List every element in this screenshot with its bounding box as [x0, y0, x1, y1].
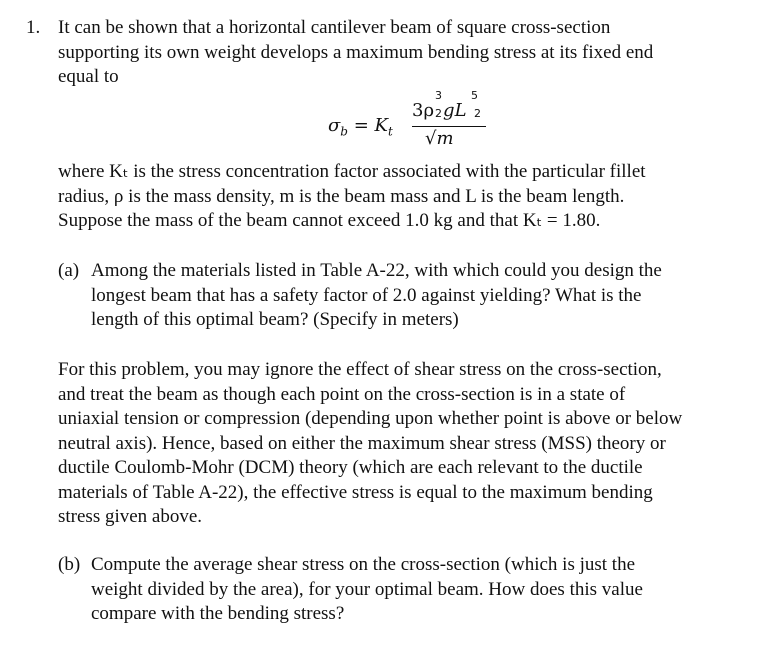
- problem-number: 1.: [26, 17, 41, 38]
- text-line: and treat the beam as though each point on the cross-section is in a state of: [58, 383, 626, 405]
- rho-exponent-top: 3: [435, 89, 442, 102]
- square-root-symbol: √: [425, 128, 437, 149]
- text-line: It can be shown that a horizontal cantilever beam of square cross-section: [58, 17, 611, 38]
- text-line: uniaxial tension or compression (depending upon whether point is above or below: [58, 408, 683, 429]
- k-subscript: t: [388, 124, 393, 139]
- definitions-paragraph: [58, 160, 646, 234]
- text-line: stress given above.: [58, 506, 203, 527]
- text-line: For this problem, you may ignore the effect of shear stress on the cross-section,: [58, 359, 662, 380]
- equals-sign: =: [353, 115, 369, 136]
- numerator-mid: gL: [443, 100, 467, 121]
- l-exponent-top: 5: [471, 89, 478, 102]
- text-line: compare with the bending stress?: [91, 603, 345, 624]
- text-line: materials of Table A-22), the effective stress is equal to the maximum bending: [58, 481, 653, 503]
- sigma-subscript: b: [340, 124, 348, 139]
- text-line: Suppose the mass of the beam cannot exceed 1.0 kg and that Kₜ = 1.80.: [58, 210, 601, 231]
- text-line: ductile Coulomb-Mohr (DCM) theory (which are each relevant to the ductile: [58, 457, 643, 478]
- text-line: neutral axis). Hence, based on either the maximum shear stress (MSS) theory or: [58, 432, 666, 454]
- part-a-question: [58, 259, 662, 333]
- text-line: supporting its own weight develops a maximum bending stress at its fixed end: [58, 41, 654, 63]
- part-b-question: [58, 553, 643, 627]
- text-line: longest beam that has a safety factor of 2.0 against yielding? What is the: [91, 284, 642, 306]
- text-line: Compute the average shear stress on the cross-section (which is just the: [91, 554, 635, 575]
- formula-denominator: [425, 128, 454, 149]
- l-exponent-bottom: 2: [474, 107, 481, 120]
- formula-lhs: [328, 115, 393, 139]
- numerator-coef: 3ρ: [412, 100, 435, 121]
- text-line: radius, ρ is the mass density, m is the beam mass and L is the beam length.: [58, 185, 625, 207]
- part-b-label: (b): [58, 554, 81, 575]
- text-line: where Kₜ is the stress concentration factor associated with the particular fillet: [58, 161, 646, 182]
- discussion-paragraph: [58, 358, 682, 530]
- text-line: weight divided by the area), for your optimal beam. How does this value: [91, 578, 643, 600]
- text-line: equal to: [58, 66, 119, 87]
- sigma-symbol: σ: [328, 115, 341, 136]
- part-a-label: (a): [58, 260, 80, 281]
- text-line: Among the materials listed in Table A-22, with which could you design the: [91, 260, 662, 281]
- bending-stress-formula: [328, 88, 498, 160]
- rho-exponent-bottom: 2: [435, 107, 442, 120]
- k-factor: K: [374, 115, 388, 136]
- intro-paragraph: [58, 16, 653, 90]
- text-line: length of this optimal beam? (Specify in meters): [91, 309, 459, 330]
- denominator-variable: m: [436, 128, 454, 149]
